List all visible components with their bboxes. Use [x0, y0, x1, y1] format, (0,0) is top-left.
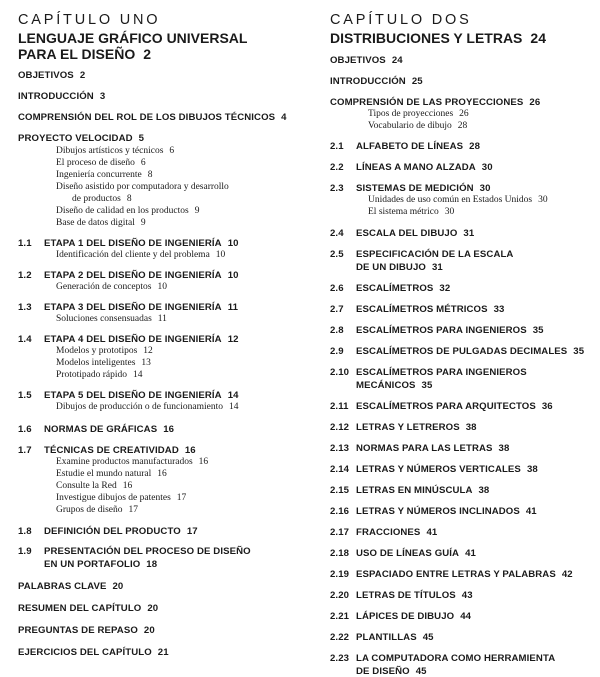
- toc-subentry[interactable]: Generación de conceptos 10: [56, 282, 167, 292]
- toc-entry-comprension[interactable]: COMPRENSIÓN DEL ROL DE LOS DIBUJOS TÉCNICOS 4: [18, 112, 287, 123]
- chapter-two-title: DISTRIBUCIONES Y LETRAS 24: [330, 30, 546, 46]
- toc-entry-2-19[interactable]: 2.19 ESPACIADO ENTRE LETRAS Y PALABRAS 42: [330, 569, 573, 580]
- toc-subentry[interactable]: Estudie el mundo natural 16: [56, 469, 167, 479]
- toc-entry-2-3[interactable]: 2.3 SISTEMAS DE MEDICIÓN 30: [330, 183, 491, 194]
- toc-entry-2-11[interactable]: 2.11 ESCALÍMETROS PARA ARQUITECTOS 36: [330, 401, 553, 412]
- toc-subentry[interactable]: Investigue dibujos de patentes 17: [56, 493, 187, 503]
- toc-entry-2-14[interactable]: 2.14 LETRAS Y NÚMEROS VERTICALES 38: [330, 464, 538, 475]
- chapter-one-page: 2: [143, 46, 151, 62]
- toc-entry-2-10[interactable]: 2.10 ESCALÍMETROS PARA INGENIEROS MECÁNICOS 35: [330, 367, 527, 391]
- toc-entry-2-5[interactable]: 2.5 ESPECIFICACIÓN DE LA ESCALA DE UN DIBUJO 31: [330, 249, 514, 273]
- toc-entry-objetivos[interactable]: OBJETIVOS 2: [18, 70, 86, 81]
- toc-entry-1-5[interactable]: 1.5 ETAPA 5 DEL DISEÑO DE INGENIERÍA 14: [18, 390, 239, 401]
- toc-entry-2-16[interactable]: 2.16 LETRAS Y NÚMEROS INCLINADOS 41: [330, 506, 537, 517]
- toc-entry-introduccion-2[interactable]: INTRODUCCIÓN 25: [330, 76, 423, 87]
- toc-subentry[interactable]: Prototipado rápido 14: [56, 370, 143, 380]
- chapter-one-column: [18, 0, 303, 658]
- toc-entry-2-4[interactable]: 2.4 ESCALA DEL DIBUJO 31: [330, 228, 475, 239]
- chapter-one-title-line1: LENGUAJE GRÁFICO UNIVERSAL: [18, 30, 248, 46]
- toc-entry-1-9[interactable]: 1.9 PRESENTACIÓN DEL PROCESO DE DISEÑO EN UN PORTAFOLIO 18: [18, 546, 251, 570]
- toc-entry-1-8[interactable]: 1.8 DEFINICIÓN DEL PRODUCTO 17: [18, 526, 198, 537]
- toc-subentry[interactable]: Diseño asistido por computadora y desarrollo: [56, 182, 229, 192]
- toc-entry-palabras-clave[interactable]: PALABRAS CLAVE 20: [18, 581, 124, 592]
- toc-entry-proyecciones[interactable]: COMPRENSIÓN DE LAS PROYECCIONES 26: [330, 97, 541, 108]
- toc-entry-1-4[interactable]: 1.4 ETAPA 4 DEL DISEÑO DE INGENIERÍA 12: [18, 334, 239, 345]
- toc-entry-proyecto-velocidad[interactable]: PROYECTO VELOCIDAD 5: [18, 133, 145, 144]
- chapter-one-title: [18, 30, 303, 62]
- toc-entry-preguntas[interactable]: PREGUNTAS DE REPASO 20: [18, 625, 155, 636]
- toc-subentry[interactable]: El proceso de diseño 6: [56, 158, 146, 168]
- toc-entry-2-8[interactable]: 2.8 ESCALÍMETROS PARA INGENIEROS 35: [330, 325, 544, 336]
- toc-entry-1-1[interactable]: 1.1 ETAPA 1 DEL DISEÑO DE INGENIERÍA 10: [18, 238, 239, 249]
- toc-entry-2-6[interactable]: 2.6 ESCALÍMETROS 32: [330, 283, 451, 294]
- toc-entry-2-23[interactable]: 2.23 LA COMPUTADORA COMO HERRAMIENTA DE DISEÑO 45: [330, 653, 556, 677]
- toc-entry-2-13[interactable]: 2.13 NORMAS PARA LAS LETRAS 38: [330, 443, 510, 454]
- toc-entry-resumen[interactable]: RESUMEN DEL CAPÍTULO 20: [18, 603, 159, 614]
- toc-entry-1-2[interactable]: 1.2 ETAPA 2 DEL DISEÑO DE INGENIERÍA 10: [18, 270, 239, 281]
- toc-entry-2-12[interactable]: 2.12 LETRAS Y LETREROS 38: [330, 422, 477, 433]
- toc-subentry[interactable]: Examine productos manufacturados 16: [56, 457, 209, 467]
- toc-entry-2-18[interactable]: 2.18 USO DE LÍNEAS GUÍA 41: [330, 548, 476, 559]
- toc-entry-1-7[interactable]: 1.7 TÉCNICAS DE CREATIVIDAD 16: [18, 445, 196, 456]
- chapter-two-page: 24: [530, 30, 546, 46]
- toc-subentry[interactable]: Dibujos de producción o de funcionamiento 14: [56, 402, 239, 412]
- chapter-two-column: [330, 0, 598, 677]
- toc-subentry[interactable]: Diseño de calidad en los productos 9: [56, 206, 200, 216]
- chapter-one-title-line2: PARA EL DISEÑO: [18, 46, 136, 62]
- toc-entry-objetivos-2[interactable]: OBJETIVOS 24: [330, 55, 403, 66]
- toc-subentry[interactable]: Dibujos artísticos y técnicos 6: [56, 146, 175, 156]
- toc-entry-2-15[interactable]: 2.15 LETRAS EN MINÚSCULA 38: [330, 485, 490, 496]
- chapter-one-kicker: CAPÍTULO UNO: [18, 12, 161, 28]
- toc-entry-2-17[interactable]: 2.17 FRACCIONES 41: [330, 527, 438, 538]
- toc-subentry-continuation[interactable]: de productos 8: [72, 194, 132, 204]
- toc-subentry[interactable]: Soluciones consensuadas 11: [56, 314, 167, 324]
- toc-entry-2-9[interactable]: 2.9 ESCALÍMETROS DE PULGADAS DECIMALES 35: [330, 346, 585, 357]
- proyecto-subsections: [18, 145, 303, 229]
- toc-subentry[interactable]: Tipos de proyecciones 26: [368, 109, 469, 119]
- toc-entry-ejercicios[interactable]: EJERCICIOS DEL CAPÍTULO 21: [18, 647, 169, 658]
- toc-entry-2-2[interactable]: 2.2 LÍNEAS A MANO ALZADA 30: [330, 162, 493, 173]
- toc-entry-introduccion[interactable]: INTRODUCCIÓN 3: [18, 91, 106, 102]
- toc-subentry[interactable]: Base de datos digital 9: [56, 218, 146, 228]
- toc-subentry[interactable]: Vocabulario de dibujo 28: [368, 121, 468, 131]
- toc-entry-1-6[interactable]: 1.6 NORMAS DE GRÁFICAS 16: [18, 424, 175, 435]
- toc-subentry[interactable]: Unidades de uso común en Estados Unidos 30: [368, 195, 548, 205]
- toc-subentry[interactable]: El sistema métrico 30: [368, 207, 455, 217]
- toc-entry-2-20[interactable]: 2.20 LETRAS DE TÍTULOS 43: [330, 590, 473, 601]
- toc-subentry[interactable]: Modelos y prototipos 12: [56, 346, 153, 356]
- toc-entry-2-22[interactable]: 2.22 PLANTILLAS 45: [330, 632, 434, 643]
- toc-subentry[interactable]: Grupos de diseño 17: [56, 505, 138, 515]
- toc-subentry[interactable]: Ingeniería concurrente 8: [56, 170, 153, 180]
- toc-subentry[interactable]: Modelos inteligentes 13: [56, 358, 151, 368]
- chapter-two-kicker: CAPÍTULO DOS: [330, 12, 472, 28]
- toc-entry-2-21[interactable]: 2.21 LÁPICES DE DIBUJO 44: [330, 611, 472, 622]
- toc-entry-2-1[interactable]: 2.1 ALFABETO DE LÍNEAS 28: [330, 141, 481, 152]
- toc-entry-2-7[interactable]: 2.7 ESCALÍMETROS MÉTRICOS 33: [330, 304, 505, 315]
- toc-subentry[interactable]: Identificación del cliente y del problema 10: [56, 250, 226, 260]
- toc-subentry[interactable]: Consulte la Red 16: [56, 481, 133, 491]
- toc-entry-1-3[interactable]: 1.3 ETAPA 3 DEL DISEÑO DE INGENIERÍA 11: [18, 302, 239, 313]
